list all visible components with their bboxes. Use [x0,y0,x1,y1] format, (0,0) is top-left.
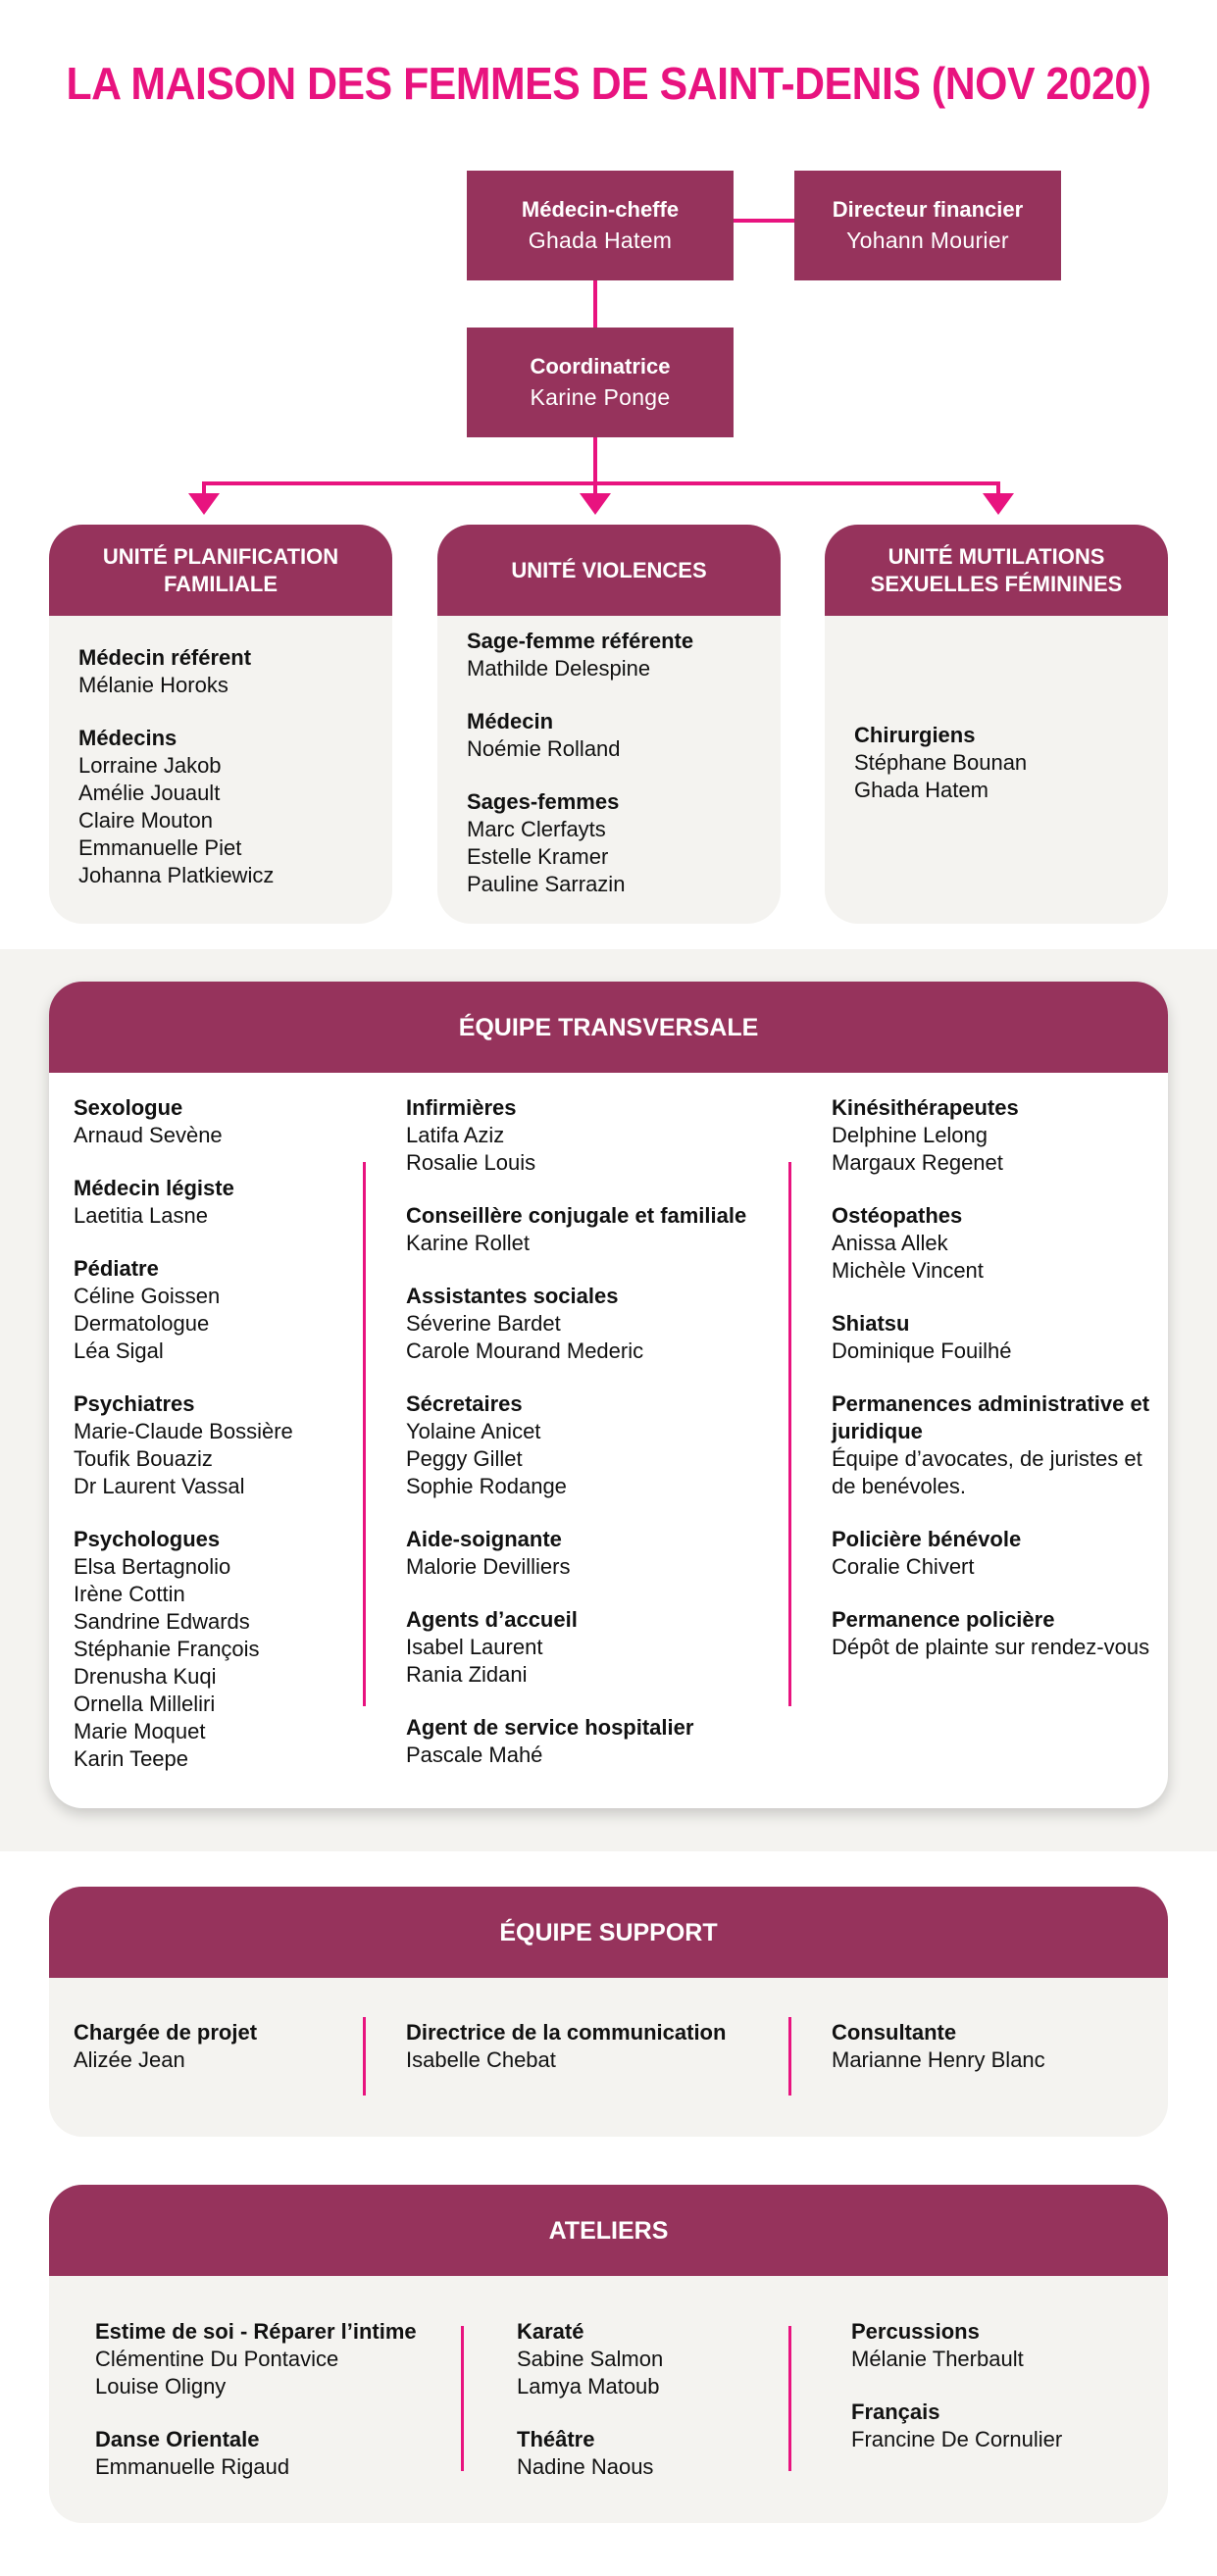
person-name: Laetitia Lasne [74,1203,208,1228]
transversale-column [406,1094,798,1794]
group-title: Estime de soi - Réparer l’intime [95,2319,417,2344]
person-name: Johanna Platkiewicz [78,863,275,887]
staff-group [406,1390,798,1500]
staff-group [832,1310,1155,1365]
staff-group [406,1606,798,1689]
unit-title: UNITÉ PLANIFICATION FAMILIALE [49,525,392,616]
person-name: Dr Laurent Vassal [74,1474,245,1498]
directeur-financier-box [794,171,1061,280]
staff-group [517,2318,772,2400]
staff-group [832,1202,1155,1285]
person-name: Marianne Henry Blanc [832,2047,1045,2072]
ateliers-column [95,2318,448,2506]
connector-line [202,481,1000,485]
arrow-down-icon [983,493,1014,515]
column-divider [363,1162,366,1706]
staff-group [95,2318,448,2400]
person-name: Noémie Rolland [467,736,621,761]
person-name: Ornella Milleliri [74,1692,216,1716]
person-name: Pascale Mahé [406,1743,543,1767]
medecin-cheffe-name: Ghada Hatem [528,227,673,253]
group-title: Psychologues [74,1527,221,1551]
person-name: Carole Mourand Mederic [406,1339,644,1363]
staff-group [854,722,1139,804]
person-name: Karine Rollet [406,1231,530,1255]
person-name: Dépôt de plainte sur rendez-vous [832,1635,1150,1659]
person-name: Lamya Matoub [517,2374,660,2399]
staff-group [832,1606,1155,1661]
column-divider [461,2326,464,2471]
person-name: Coralie Chivert [832,1554,975,1579]
person-name: Ghada Hatem [854,778,989,802]
group-title: Psychiatres [74,1391,195,1416]
group-title: Ostéopathes [832,1203,963,1228]
person-name: Marie-Claude Bossière [74,1419,293,1443]
coordinatrice-box [467,328,734,437]
group-title: Aide-soignante [406,1527,562,1551]
support-column [832,2019,1155,2099]
person-name: Stéphanie François [74,1637,260,1661]
transversale-column [74,1094,368,1798]
arrow-down-icon [188,493,220,515]
person-name: Drenusha Kuqi [74,1664,217,1689]
person-name: Sophie Rodange [406,1474,567,1498]
staff-group [74,1526,368,1773]
ateliers-column [851,2318,1155,2479]
person-name: Dermatologue [74,1311,210,1336]
person-name: Emmanuelle Rigaud [95,2454,290,2479]
staff-group [74,2019,368,2074]
group-title: Chirurgiens [854,723,976,747]
person-name: Nadine Naous [517,2454,654,2479]
person-name: Amélie Jouault [78,781,221,805]
group-title: Médecin légiste [74,1176,234,1200]
group-title: Agents d’accueil [406,1607,578,1632]
group-title: Sécretaires [406,1391,523,1416]
ateliers-column [517,2318,772,2506]
staff-group [406,1202,798,1257]
coordinatrice-name: Karine Ponge [530,384,671,410]
group-title: Permanence policière [832,1607,1055,1632]
person-name: Louise Oligny [95,2374,227,2399]
staff-group [467,708,751,763]
connector-line [734,219,794,223]
group-title: Shiatsu [832,1311,910,1336]
person-name: Mathilde Delespine [467,656,651,681]
group-title: Sage-femme référente [467,629,694,653]
staff-group [467,628,751,682]
page-title: LA MAISON DES FEMMES DE SAINT-DENIS (NOV 2020) [66,58,1151,109]
person-name: Isabelle Chebat [406,2047,556,2072]
group-title: Karaté [517,2319,584,2344]
person-name: Estelle Kramer [467,844,609,869]
group-title: Consultante [832,2020,957,2045]
person-name: Malorie Devilliers [406,1554,571,1579]
person-name: Isabel Laurent [406,1635,543,1659]
coordinatrice-role: Coordinatrice [530,354,671,379]
person-name: Équipe d’avocates, de juristes et de benévoles. [832,1446,1142,1498]
support-column [406,2019,798,2099]
group-title: Sages-femmes [467,789,620,814]
group-title: Médecin référent [78,645,252,670]
group-title: Kinésithérapeutes [832,1095,1019,1120]
person-name: Stéphane Bounan [854,750,1028,775]
group-title: Chargée de projet [74,2020,258,2045]
staff-group [74,1255,368,1365]
support-title: ÉQUIPE SUPPORT [49,1887,1168,1978]
person-name: Margaux Regenet [832,1150,1003,1175]
person-name: Irène Cottin [74,1582,185,1606]
unit-body [49,616,392,889]
person-name: Marie Moquet [74,1719,206,1743]
group-title: Agent de service hospitalier [406,1715,694,1740]
person-name: Clémentine Du Pontavice [95,2347,339,2371]
person-name: Latifa Aziz [406,1123,505,1147]
person-name: Michèle Vincent [832,1258,984,1283]
support-column [74,2019,368,2099]
group-title: Directrice de la communication [406,2020,727,2045]
staff-group [832,1526,1155,1581]
staff-group [78,644,363,699]
group-title: Assistantes sociales [406,1284,619,1308]
person-name: Mélanie Horoks [78,673,228,697]
staff-group [517,2426,772,2481]
group-title: Conseillère conjugale et familiale [406,1203,747,1228]
staff-group [832,2019,1155,2074]
staff-group [406,1714,798,1769]
staff-group [406,1094,798,1177]
group-title: Médecins [78,726,177,750]
person-name: Yolaine Anicet [406,1419,541,1443]
person-name: Emmanuelle Piet [78,835,242,860]
staff-group [95,2426,448,2481]
unit-card-violences [437,525,781,924]
unit-title: UNITÉ VIOLENCES [437,525,781,616]
group-title: Médecin [467,709,554,733]
group-title: Français [851,2399,940,2424]
column-divider [788,2017,791,2096]
staff-group [74,1175,368,1230]
person-name: Anissa Allek [832,1231,948,1255]
person-name: Marc Clerfayts [467,817,606,841]
person-name: Rosalie Louis [406,1150,536,1175]
person-name: Séverine Bardet [406,1311,561,1336]
person-name: Arnaud Sevène [74,1123,223,1147]
person-name: Francine De Cornulier [851,2427,1063,2451]
staff-group [467,788,751,898]
unit-body [825,616,1168,804]
column-divider [788,2326,791,2471]
staff-group [832,1390,1155,1500]
unit-card-mutilations [825,525,1168,924]
group-title: Policière bénévole [832,1527,1022,1551]
unit-card-planification [49,525,392,924]
staff-group [406,1526,798,1581]
group-title: Infirmières [406,1095,517,1120]
staff-group [406,2019,798,2074]
person-name: Sandrine Edwards [74,1609,250,1634]
unit-title: UNITÉ MUTILATIONS SEXUELLES FÉMININES [825,525,1168,616]
connector-line [593,437,597,484]
medecin-cheffe-box [467,171,734,280]
person-name: Rania Zidani [406,1662,528,1687]
group-title: Permanences administrative et juridique [832,1391,1150,1443]
connector-line [593,280,597,328]
column-divider [788,1162,791,1706]
person-name: Dominique Fouilhé [832,1339,1012,1363]
directeur-financier-name: Yohann Mourier [846,227,1009,253]
person-name: Karin Teepe [74,1746,189,1771]
person-name: Pauline Sarrazin [467,872,626,896]
person-name: Céline Goissen [74,1284,221,1308]
transversale-title: ÉQUIPE TRANSVERSALE [49,982,1168,1073]
person-name: Lorraine Jakob [78,753,222,778]
group-title: Pédiatre [74,1256,159,1281]
person-name: Alizée Jean [74,2047,185,2072]
group-title: Danse Orientale [95,2427,260,2451]
staff-group [851,2399,1155,2453]
group-title: Théâtre [517,2427,595,2451]
person-name: Peggy Gillet [406,1446,523,1471]
person-name: Elsa Bertagnolio [74,1554,231,1579]
staff-group [851,2318,1155,2373]
staff-group [78,725,363,889]
column-divider [363,2017,366,2096]
person-name: Sabine Salmon [517,2347,664,2371]
medecin-cheffe-role: Médecin-cheffe [521,197,680,222]
staff-group [74,1390,368,1500]
group-title: Percussions [851,2319,980,2344]
staff-group [406,1283,798,1365]
unit-body [437,616,781,898]
staff-group [832,1094,1155,1177]
person-name: Delphine Lelong [832,1123,989,1147]
person-name: Claire Mouton [78,808,213,833]
person-name: Mélanie Therbault [851,2347,1024,2371]
person-name: Toufik Bouaziz [74,1446,213,1471]
person-name: Léa Sigal [74,1339,164,1363]
ateliers-title: ATELIERS [49,2185,1168,2276]
directeur-financier-role: Directeur financier [832,197,1024,222]
arrow-down-icon [580,493,611,515]
transversale-column [832,1094,1155,1687]
staff-group [74,1094,368,1149]
group-title: Sexologue [74,1095,183,1120]
